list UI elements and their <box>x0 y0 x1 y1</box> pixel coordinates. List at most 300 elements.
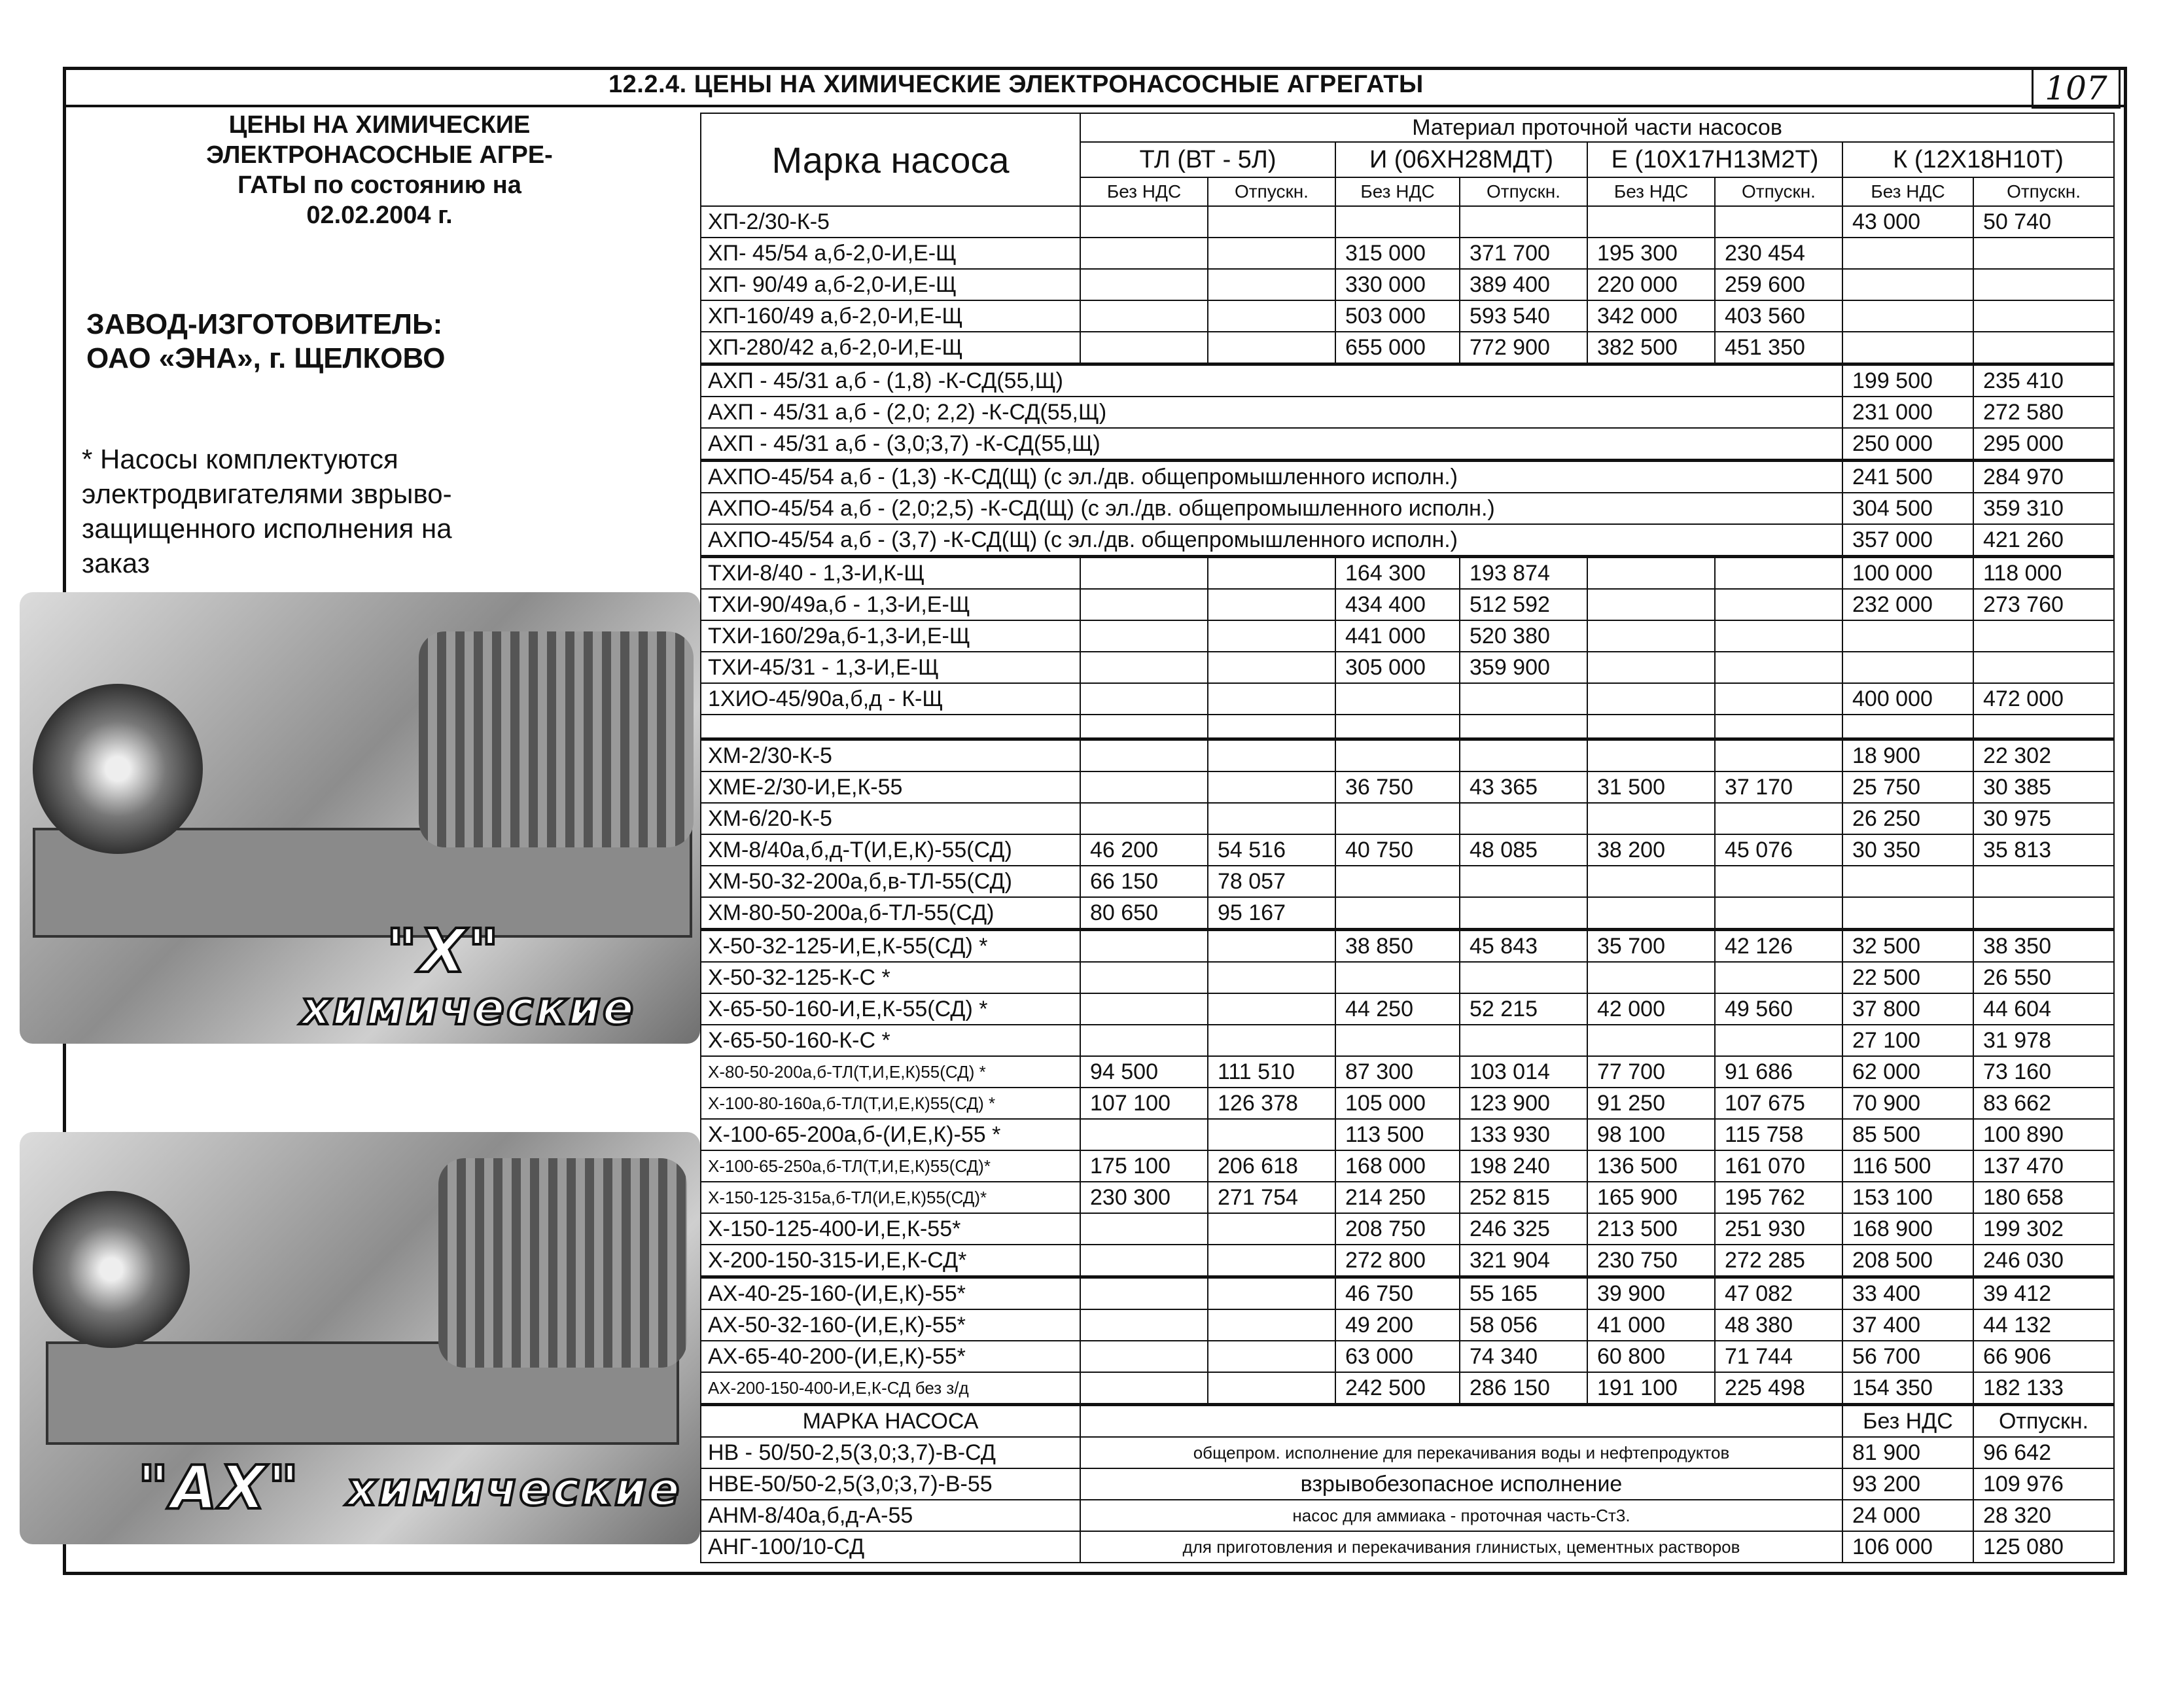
pump-model: Х-50-32-125-К-С * <box>701 962 1080 993</box>
price-cell <box>1973 620 2114 652</box>
table-row <box>701 1372 2114 1405</box>
price-cell <box>1080 1025 1208 1056</box>
empty-cell <box>1715 715 1842 739</box>
pump-model: ХМ-50-32-200а,б,в-ТЛ-55(СД) <box>701 866 1080 897</box>
price-cell <box>1080 238 1208 269</box>
price-cell <box>1208 962 1335 993</box>
table-row <box>701 1531 2114 1563</box>
price-cell: 30 385 <box>1973 771 2114 803</box>
subheader-retail: Отпускн. <box>1973 177 2114 206</box>
price-cell: 400 000 <box>1842 683 1973 715</box>
price-cell <box>1080 930 1208 963</box>
price-cell: 66 906 <box>1973 1341 2114 1372</box>
table-row <box>701 620 2114 652</box>
price-cell: 305 000 <box>1335 652 1460 683</box>
pump-model: Х-65-50-160-К-С * <box>701 1025 1080 1056</box>
table-row <box>701 1182 2114 1213</box>
footnote-line: электродвигателями зврыво- <box>82 478 452 509</box>
price-cell: 111 510 <box>1208 1056 1335 1088</box>
table-row <box>701 1119 2114 1150</box>
pump-model: АХПО-45/54 а,б - (1,3) -К-СД(Щ) (с эл./дв. общепромышленного исполн.) <box>701 461 1842 493</box>
header-divider <box>63 105 2127 107</box>
table-row <box>701 1277 2114 1310</box>
manufacturer-line: ЗАВОД-ИЗГОТОВИТЕЛЬ: <box>86 308 443 340</box>
footnote-line: заказ <box>82 548 150 578</box>
price-cell <box>1208 1119 1335 1150</box>
price-cell: 63 000 <box>1335 1341 1460 1372</box>
left-title <box>72 110 687 230</box>
table-row <box>701 930 2114 963</box>
price-cell: 230 750 <box>1587 1245 1715 1277</box>
price-cell <box>1460 962 1587 993</box>
pump-casing <box>33 684 203 854</box>
photo-label-chemical: химические <box>347 1462 682 1516</box>
price-cell <box>1973 269 2114 300</box>
table-row <box>701 652 2114 683</box>
pump-model: НВЕ-50/50-2,5(3,0;3,7)-В-55 <box>701 1468 1080 1500</box>
price-cell: 195 300 <box>1587 238 1715 269</box>
pump-description: взрывобезопасное исполнение <box>1080 1468 1842 1500</box>
pump-model: Х-100-65-200а,б-(И,Е,К)-55 * <box>701 1119 1080 1150</box>
subheader-retail: Отпускн. <box>1460 177 1587 206</box>
subheader-net: Без НДС <box>1842 1405 1973 1438</box>
table-row <box>701 1056 2114 1088</box>
empty-cell <box>1335 715 1460 739</box>
price-cell: 230 454 <box>1715 238 1842 269</box>
price-cell: 49 560 <box>1715 993 1842 1025</box>
price-cell <box>1973 652 2114 683</box>
price-cell: 198 240 <box>1460 1150 1587 1182</box>
table-row <box>701 269 2114 300</box>
price-cell: 42 000 <box>1587 993 1715 1025</box>
price-cell <box>1973 897 2114 930</box>
photo-label-ax: "АХ" <box>137 1453 301 1523</box>
price-cell: 27 100 <box>1842 1025 1973 1056</box>
table-row <box>701 1245 2114 1277</box>
price-cell: 164 300 <box>1335 557 1460 590</box>
pump-model: Х-100-65-250а,б-ТЛ(Т,И,Е,К)55(СД)* <box>701 1150 1080 1182</box>
price-cell: 98 100 <box>1587 1119 1715 1150</box>
price-cell: 208 750 <box>1335 1213 1460 1245</box>
price-cell <box>1080 589 1208 620</box>
table-row <box>701 1025 2114 1056</box>
price-cell <box>1080 557 1208 590</box>
price-cell <box>1587 589 1715 620</box>
price-cell: 251 930 <box>1715 1213 1842 1245</box>
price-cell: 199 500 <box>1842 364 1973 397</box>
price-cell <box>1080 269 1208 300</box>
pump-model: ТХИ-90/49а,б - 1,3-И,Е-Щ <box>701 589 1080 620</box>
price-cell: 193 874 <box>1460 557 1587 590</box>
price-cell: 357 000 <box>1842 524 1973 557</box>
price-cell: 48 085 <box>1460 834 1587 866</box>
table-row <box>701 397 2114 428</box>
price-cell: 330 000 <box>1335 269 1460 300</box>
price-cell: 45 076 <box>1715 834 1842 866</box>
price-cell: 272 580 <box>1973 397 2114 428</box>
price-cell: 26 550 <box>1973 962 2114 993</box>
price-cell: 109 976 <box>1973 1468 2114 1500</box>
pump-photo-x <box>20 592 700 1044</box>
price-cell: 85 500 <box>1842 1119 1973 1150</box>
price-cell <box>1080 962 1208 993</box>
price-cell: 235 410 <box>1973 364 2114 397</box>
price-cell <box>1208 1025 1335 1056</box>
pump-model: ХМЕ-2/30-И,Е,К-55 <box>701 771 1080 803</box>
price-cell: 154 350 <box>1842 1372 1973 1405</box>
price-cell <box>1080 739 1208 772</box>
price-cell <box>1460 897 1587 930</box>
price-cell: 22 302 <box>1973 739 2114 772</box>
price-cell <box>1715 683 1842 715</box>
price-cell: 44 250 <box>1335 993 1460 1025</box>
price-cell: 52 215 <box>1460 993 1587 1025</box>
pump-model: АНМ-8/40а,б,д-А-55 <box>701 1500 1080 1531</box>
price-cell <box>1715 620 1842 652</box>
price-cell: 103 014 <box>1460 1056 1587 1088</box>
price-table-body <box>701 206 2114 1563</box>
table-row <box>701 683 2114 715</box>
pump-model: АХ-50-32-160-(И,Е,К)-55* <box>701 1309 1080 1341</box>
table-row <box>701 300 2114 332</box>
table-row <box>701 1341 2114 1372</box>
price-cell: 44 132 <box>1973 1309 2114 1341</box>
price-cell: 77 700 <box>1587 1056 1715 1088</box>
price-cell: 175 100 <box>1080 1150 1208 1182</box>
page-number: 107 <box>2032 68 2121 109</box>
price-cell <box>1208 1245 1335 1277</box>
price-cell: 24 000 <box>1842 1500 1973 1531</box>
price-cell: 40 750 <box>1335 834 1460 866</box>
pump-model: ХП-2/30-К-5 <box>701 206 1080 238</box>
price-cell <box>1080 993 1208 1025</box>
price-cell <box>1208 771 1335 803</box>
price-cell: 451 350 <box>1715 332 1842 364</box>
price-cell: 30 350 <box>1842 834 1973 866</box>
table-row <box>701 803 2114 834</box>
empty-cell <box>1842 715 1973 739</box>
price-cell <box>1080 803 1208 834</box>
table-subheader-row <box>701 1405 2114 1438</box>
price-cell <box>1335 897 1460 930</box>
footnote-line: * Насосы комплектуются <box>82 444 398 474</box>
price-cell: 195 762 <box>1715 1182 1842 1213</box>
price-cell <box>1208 803 1335 834</box>
price-cell: 272 800 <box>1335 1245 1460 1277</box>
table-row <box>701 206 2114 238</box>
price-cell: 250 000 <box>1842 428 1973 461</box>
price-cell <box>1842 897 1973 930</box>
price-cell: 39 412 <box>1973 1277 2114 1310</box>
price-cell <box>1460 803 1587 834</box>
group-header: К (12Х18Н10Т) <box>1842 142 2114 177</box>
price-cell: 161 070 <box>1715 1150 1842 1182</box>
pump-model: ТХИ-45/31 - 1,3-И,Е-Щ <box>701 652 1080 683</box>
price-cell <box>1335 962 1460 993</box>
price-cell: 593 540 <box>1460 300 1587 332</box>
pump-model: ХМ-2/30-К-5 <box>701 739 1080 772</box>
pump-model: АХП - 45/31 а,б - (3,0;3,7) -К-СД(55,Щ) <box>701 428 1842 461</box>
price-cell: 45 843 <box>1460 930 1587 963</box>
price-cell: 472 000 <box>1973 683 2114 715</box>
price-cell: 66 150 <box>1080 866 1208 897</box>
price-cell: 60 800 <box>1587 1341 1715 1372</box>
price-cell <box>1208 557 1335 590</box>
price-cell <box>1080 683 1208 715</box>
subheader-net: Без НДС <box>1335 177 1460 206</box>
left-title-line: ГАТЫ по состоянию на <box>238 171 521 199</box>
price-cell: 199 302 <box>1973 1213 2114 1245</box>
pump-model: АХП - 45/31 а,б - (1,8) -К-СД(55,Щ) <box>701 364 1842 397</box>
col-material-header: Материал проточной части насосов <box>1080 113 2114 142</box>
price-cell: 284 970 <box>1973 461 2114 493</box>
price-cell <box>1715 897 1842 930</box>
price-cell <box>1715 803 1842 834</box>
price-cell <box>1460 739 1587 772</box>
electric-motor <box>438 1158 687 1368</box>
price-cell <box>1842 300 1973 332</box>
price-cell <box>1715 206 1842 238</box>
price-cell: 441 000 <box>1335 620 1460 652</box>
pump-model: ХП- 90/49 а,б-2,0-И,Е-Щ <box>701 269 1080 300</box>
price-cell: 241 500 <box>1842 461 1973 493</box>
price-cell: 41 000 <box>1587 1309 1715 1341</box>
price-cell: 403 560 <box>1715 300 1842 332</box>
pump-casing <box>33 1191 190 1348</box>
price-cell: 168 900 <box>1842 1213 1973 1245</box>
price-cell <box>1587 897 1715 930</box>
price-cell <box>1715 589 1842 620</box>
pump-model: ТХИ-160/29а,б-1,3-И,Е-Щ <box>701 620 1080 652</box>
price-cell <box>1208 1277 1335 1310</box>
price-cell <box>1842 866 1973 897</box>
price-cell: 37 800 <box>1842 993 1973 1025</box>
price-cell: 30 975 <box>1973 803 2114 834</box>
empty-cell <box>1973 715 2114 739</box>
price-cell <box>1587 620 1715 652</box>
price-cell <box>1080 652 1208 683</box>
pump-model: Х-150-125-315а,б-ТЛ(И,Е,К)55(СД)* <box>701 1182 1080 1213</box>
price-cell: 655 000 <box>1335 332 1460 364</box>
price-cell: 80 650 <box>1080 897 1208 930</box>
pump-model: Х-150-125-400-И,Е,К-55* <box>701 1213 1080 1245</box>
price-cell <box>1973 300 2114 332</box>
pump-model: АХ-200-150-400-И,Е,К-СД без з/д <box>701 1372 1080 1405</box>
price-cell: 230 300 <box>1080 1182 1208 1213</box>
price-cell: 91 686 <box>1715 1056 1842 1088</box>
price-cell <box>1842 238 1973 269</box>
pump-model: Х-100-80-160а,б-ТЛ(Т,И,Е,К)55(СД) * <box>701 1088 1080 1119</box>
price-cell: 31 500 <box>1587 771 1715 803</box>
price-cell <box>1208 269 1335 300</box>
table-row <box>701 834 2114 866</box>
price-cell: 18 900 <box>1842 739 1973 772</box>
price-cell <box>1842 620 1973 652</box>
price-cell: 271 754 <box>1208 1182 1335 1213</box>
price-cell: 133 930 <box>1460 1119 1587 1150</box>
table-row <box>701 524 2114 557</box>
price-cell: 78 057 <box>1208 866 1335 897</box>
empty-cell <box>701 715 1080 739</box>
price-cell <box>1208 1213 1335 1245</box>
pump-model: ТХИ-8/40 - 1,3-И,К-Щ <box>701 557 1080 590</box>
price-cell <box>1587 206 1715 238</box>
pump-model: АХП - 45/31 а,б - (2,0; 2,2) -К-СД(55,Щ) <box>701 397 1842 428</box>
price-cell <box>1587 962 1715 993</box>
price-cell: 37 400 <box>1842 1309 1973 1341</box>
price-cell: 38 850 <box>1335 930 1460 963</box>
price-cell <box>1080 206 1208 238</box>
price-cell: 182 133 <box>1973 1372 2114 1405</box>
pump-model: АХПО-45/54 а,б - (3,7) -К-СД(Щ) (с эл./дв. общепромышленного исполн.) <box>701 524 1842 557</box>
col-brand-header: Марка насоса <box>701 113 1080 206</box>
brand-subheader: МАРКА НАСОСА <box>701 1405 1080 1438</box>
price-cell: 55 165 <box>1460 1277 1587 1310</box>
price-cell: 115 758 <box>1715 1119 1842 1150</box>
table-row <box>701 1213 2114 1245</box>
pump-model: Х-80-50-200а,б-ТЛ(Т,И,Е,К)55(СД) * <box>701 1056 1080 1088</box>
pump-description: насос для аммиака - проточная часть-Ст3. <box>1080 1500 1842 1531</box>
price-table <box>700 113 2115 1563</box>
price-cell: 168 000 <box>1335 1150 1460 1182</box>
subheader-retail: Отпускн. <box>1208 177 1335 206</box>
price-cell: 48 380 <box>1715 1309 1842 1341</box>
price-cell: 87 300 <box>1335 1056 1460 1088</box>
price-cell: 321 904 <box>1460 1245 1587 1277</box>
price-cell <box>1208 300 1335 332</box>
price-cell: 295 000 <box>1973 428 2114 461</box>
price-cell: 180 658 <box>1973 1182 2114 1213</box>
group-header: И (06ХН28МДТ) <box>1335 142 1587 177</box>
price-cell: 42 126 <box>1715 930 1842 963</box>
pump-model: Х-65-50-160-И,Е,К-55(СД) * <box>701 993 1080 1025</box>
photo-label-x: "Х" <box>386 916 501 986</box>
price-cell <box>1587 866 1715 897</box>
pump-model: ХМ-6/20-К-5 <box>701 803 1080 834</box>
price-cell: 231 000 <box>1842 397 1973 428</box>
price-cell <box>1208 683 1335 715</box>
price-cell: 225 498 <box>1715 1372 1842 1405</box>
table-row <box>701 1150 2114 1182</box>
table-row <box>701 364 2114 397</box>
price-cell <box>1587 1025 1715 1056</box>
price-cell <box>1208 739 1335 772</box>
table-row <box>701 866 2114 897</box>
price-cell <box>1842 269 1973 300</box>
price-cell: 74 340 <box>1460 1341 1587 1372</box>
price-cell <box>1587 557 1715 590</box>
price-cell <box>1715 866 1842 897</box>
price-cell <box>1208 930 1335 963</box>
price-cell <box>1208 993 1335 1025</box>
price-cell <box>1080 1341 1208 1372</box>
price-cell: 28 320 <box>1973 1500 2114 1531</box>
pump-model: АХ-65-40-200-(И,Е,К)-55* <box>701 1341 1080 1372</box>
table-row <box>701 493 2114 524</box>
subheader-net: Без НДС <box>1587 177 1715 206</box>
pump-description: для приготовления и перекачивания глинистых, цементных растворов <box>1080 1531 1842 1563</box>
pump-photo-ax <box>20 1132 700 1544</box>
pump-model: ХП-280/42 а,б-2,0-И,Е-Щ <box>701 332 1080 364</box>
price-cell <box>1208 1341 1335 1372</box>
page-title: 12.2.4. ЦЕНЫ НА ХИМИЧЕСКИЕ ЭЛЕКТРОНАСОСНЫЕ АГРЕГАТЫ <box>608 71 1424 98</box>
price-cell: 113 500 <box>1335 1119 1460 1150</box>
table-row <box>701 332 2114 364</box>
price-cell: 36 750 <box>1335 771 1460 803</box>
price-cell: 315 000 <box>1335 238 1460 269</box>
price-cell <box>1587 683 1715 715</box>
price-cell: 503 000 <box>1335 300 1460 332</box>
price-cell: 273 760 <box>1973 589 2114 620</box>
price-cell <box>1080 1372 1208 1405</box>
pump-model: ХП- 45/54 а,б-2,0-И,Е-Щ <box>701 238 1080 269</box>
price-cell: 26 250 <box>1842 803 1973 834</box>
price-cell <box>1208 620 1335 652</box>
price-cell: 214 250 <box>1335 1182 1460 1213</box>
price-cell <box>1715 1025 1842 1056</box>
price-cell: 43 000 <box>1842 206 1973 238</box>
table-row <box>701 1437 2114 1468</box>
price-cell: 272 285 <box>1715 1245 1842 1277</box>
price-cell: 83 662 <box>1973 1088 2114 1119</box>
empty-cell <box>1208 715 1335 739</box>
price-cell <box>1080 1245 1208 1277</box>
price-cell <box>1973 238 2114 269</box>
price-cell: 58 056 <box>1460 1309 1587 1341</box>
price-cell <box>1335 866 1460 897</box>
price-cell: 32 500 <box>1842 930 1973 963</box>
price-cell <box>1208 206 1335 238</box>
price-cell: 246 030 <box>1973 1245 2114 1277</box>
price-cell: 35 813 <box>1973 834 2114 866</box>
price-cell: 35 700 <box>1587 930 1715 963</box>
price-cell: 37 170 <box>1715 771 1842 803</box>
pump-model: АНГ-100/10-СД <box>701 1531 1080 1563</box>
price-cell <box>1460 683 1587 715</box>
price-cell <box>1842 332 1973 364</box>
price-cell <box>1208 589 1335 620</box>
table-row <box>701 1468 2114 1500</box>
price-cell: 137 470 <box>1973 1150 2114 1182</box>
price-cell <box>1208 652 1335 683</box>
price-cell <box>1587 803 1715 834</box>
price-cell: 50 740 <box>1973 206 2114 238</box>
footnote-line: защищенного исполнения на <box>82 513 452 544</box>
subheader-net: Без НДС <box>1842 177 1973 206</box>
price-cell: 44 604 <box>1973 993 2114 1025</box>
price-cell <box>1080 1119 1208 1150</box>
table-row <box>701 428 2114 461</box>
price-cell <box>1715 652 1842 683</box>
price-cell: 47 082 <box>1715 1277 1842 1310</box>
price-cell: 100 000 <box>1842 557 1973 590</box>
price-cell: 520 380 <box>1460 620 1587 652</box>
price-cell: 342 000 <box>1587 300 1715 332</box>
price-cell <box>1080 1277 1208 1310</box>
subheader-net: Без НДС <box>1080 177 1208 206</box>
price-cell <box>1587 652 1715 683</box>
price-cell <box>1973 866 2114 897</box>
price-cell: 208 500 <box>1842 1245 1973 1277</box>
photo-label-chemical: химические <box>301 982 636 1035</box>
price-cell: 123 900 <box>1460 1088 1587 1119</box>
price-cell: 38 200 <box>1587 834 1715 866</box>
pump-model: Х-50-32-125-И,Е,К-55(СД) * <box>701 930 1080 963</box>
price-cell: 191 100 <box>1587 1372 1715 1405</box>
manufacturer-line: ОАО «ЭНА», г. ЩЕЛКОВО <box>86 342 446 374</box>
price-cell: 421 260 <box>1973 524 2114 557</box>
price-cell <box>1335 803 1460 834</box>
